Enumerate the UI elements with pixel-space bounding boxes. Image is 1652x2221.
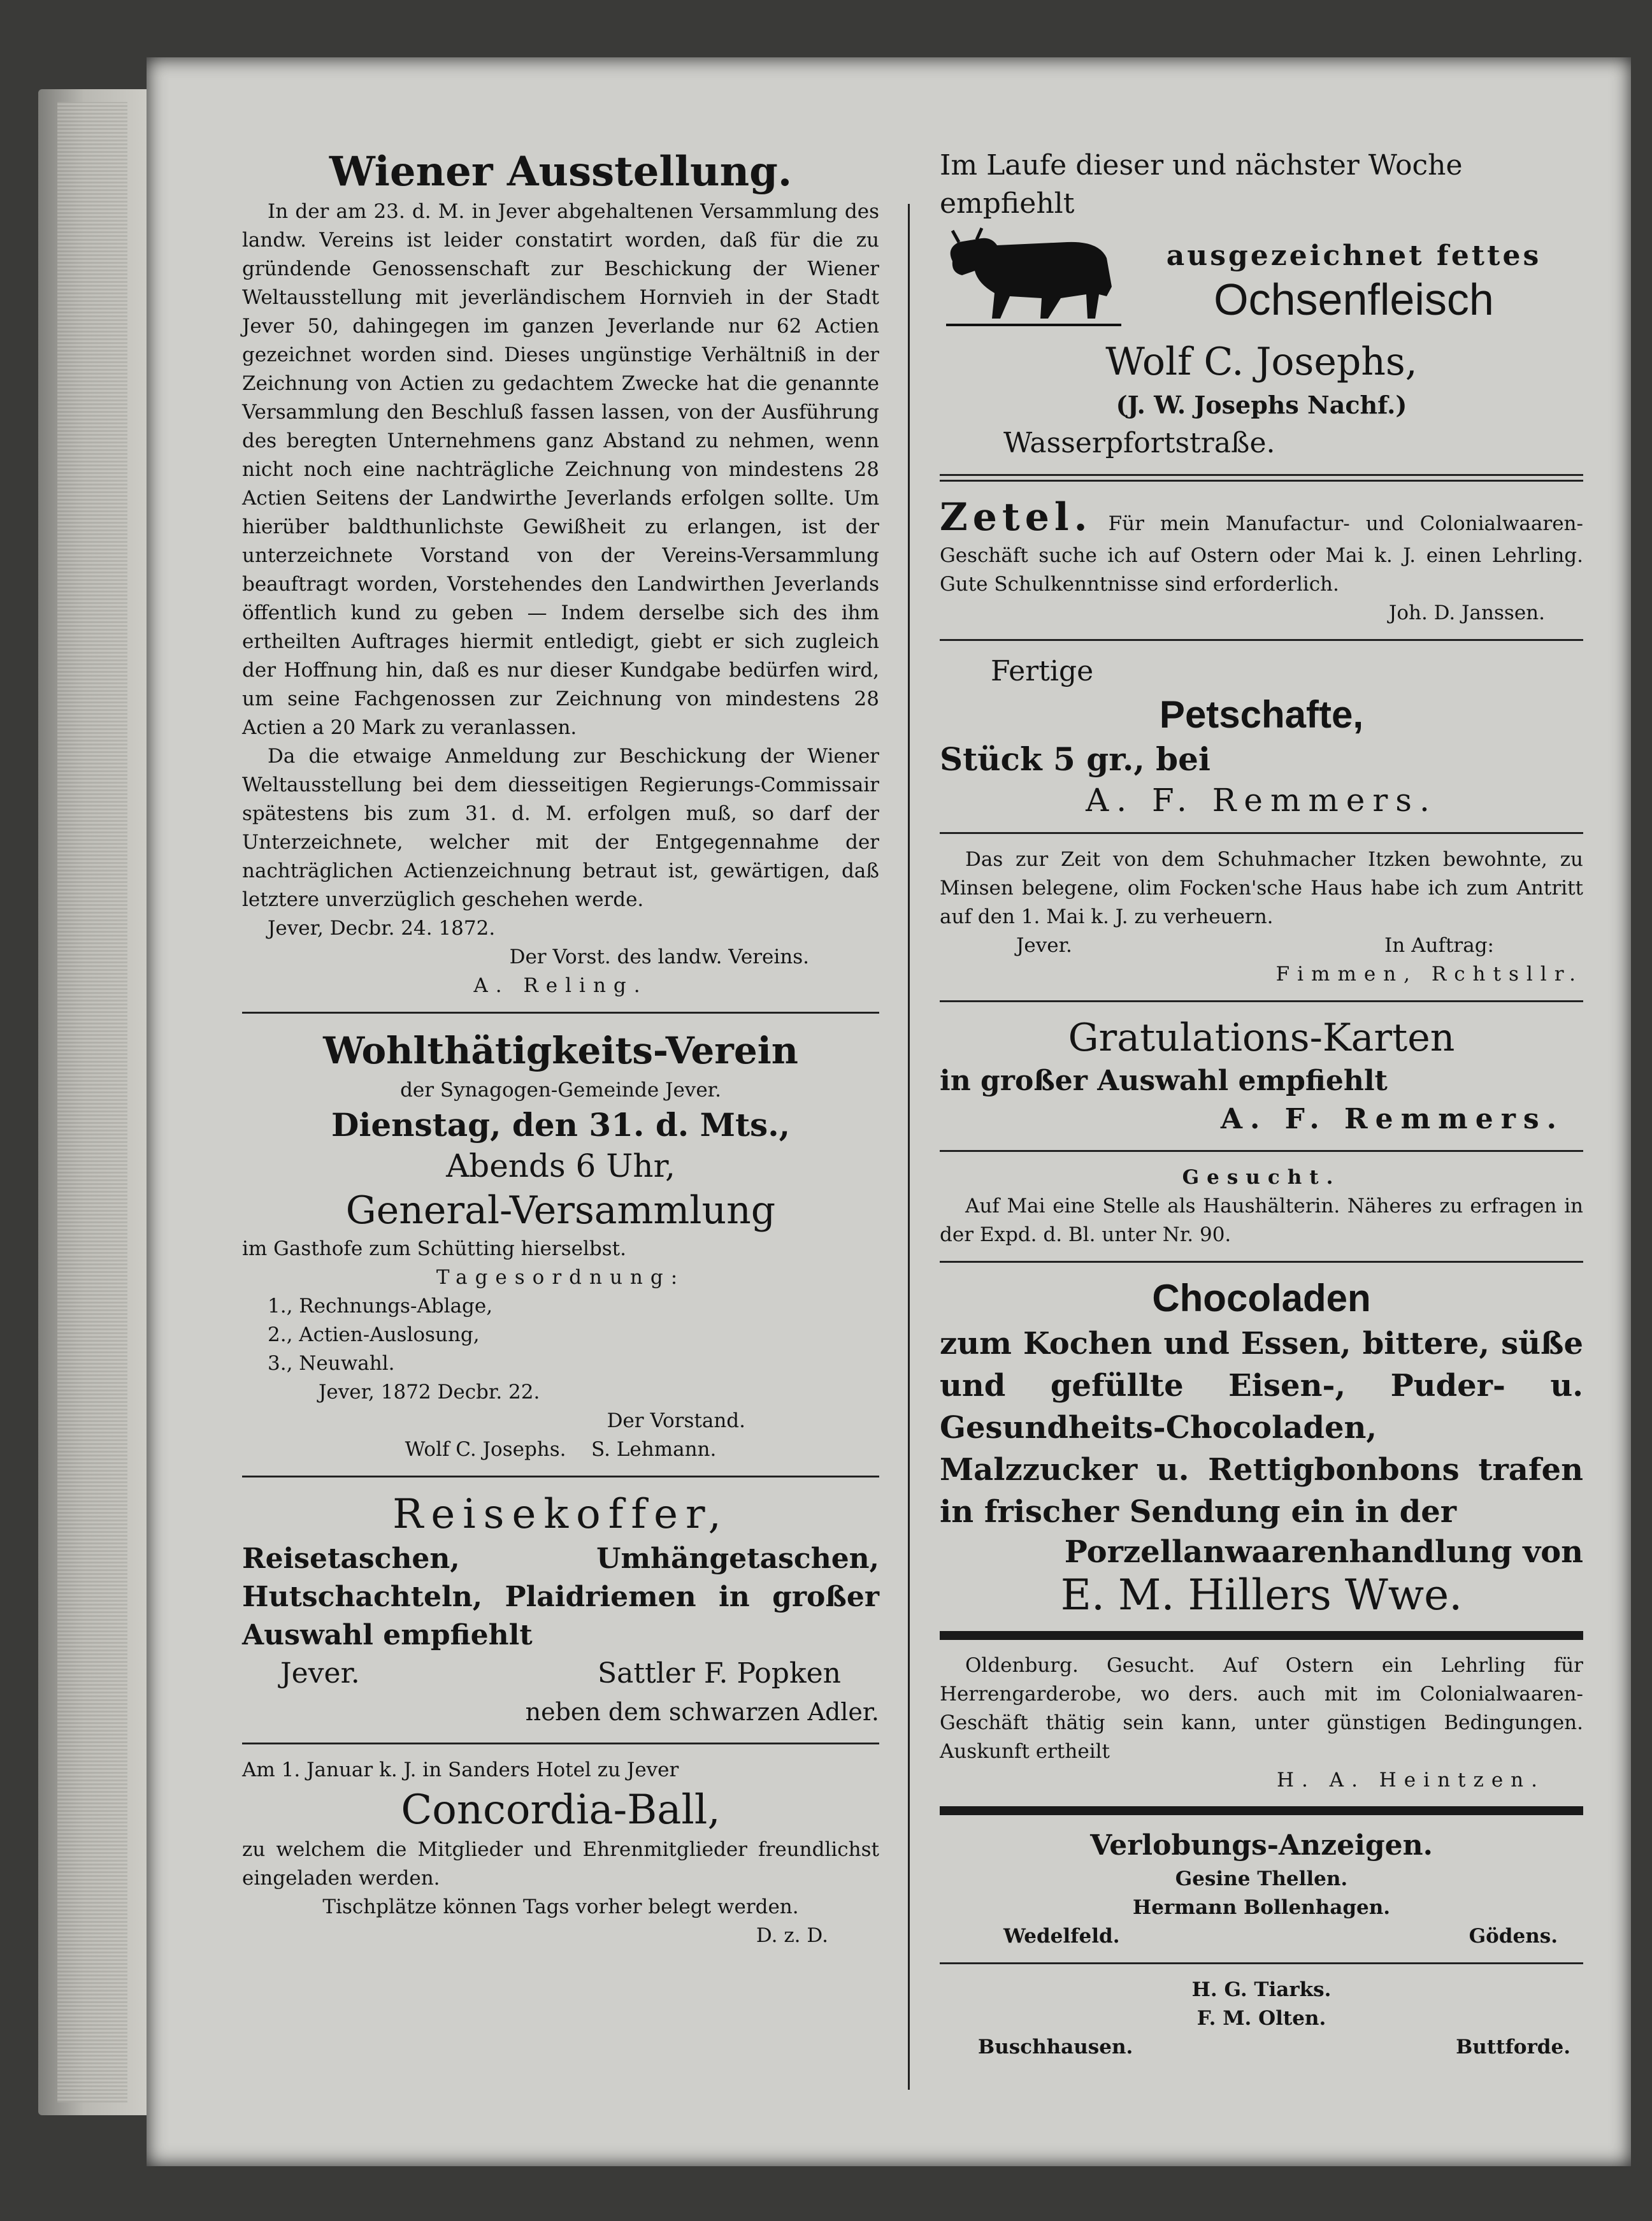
- reise-seller-row: [242, 1655, 879, 1693]
- oldb-body: Oldenburg. Gesucht. Auf Ostern ein Lehrling für Herrengarderobe, wo ders. auch mit im Colonialwaaren-Geschäft thätig sein kann, unter günstigen Bedingungen. Auskunft ertheilt: [940, 1654, 1583, 1763]
- ochsen-succ: (J. W. Josephs Nachf.): [1116, 391, 1407, 419]
- ad-gesucht: [940, 1163, 1583, 1249]
- ball-title: Concordia-Ball,: [401, 1786, 721, 1834]
- petsch-l1: Fertige: [991, 655, 1094, 687]
- grat-body: in großer Auswahl empfiehlt: [940, 1065, 1388, 1097]
- wiener-sign2: A. Reling.: [473, 974, 648, 997]
- rule: [940, 1962, 1583, 1964]
- rule: [940, 474, 1583, 482]
- column-divider: [908, 204, 910, 2090]
- grat-title: Gratulations-Karten: [1068, 1016, 1455, 1060]
- wohl-date: Dienstag, den 31. d. Mts.,: [331, 1106, 791, 1144]
- verl-n4: F. M. Olten.: [1196, 2007, 1326, 2030]
- ad-petschafte: [940, 652, 1583, 821]
- wiener-date: Jever, Decbr. 24. 1872.: [268, 917, 496, 940]
- wohl-agenda-2: 2., Actien-Auslosung,: [268, 1323, 480, 1346]
- gesucht-title: Gesucht.: [1182, 1166, 1341, 1189]
- ad-gratulation: [940, 1014, 1583, 1139]
- ochsen-line: ausgezeichnet fettes: [1166, 240, 1542, 272]
- rule: [242, 1743, 879, 1744]
- haus-row: [940, 931, 1583, 960]
- reise-addr: neben dem schwarzen Adler.: [525, 1698, 879, 1726]
- rule: [242, 1476, 879, 1477]
- rule-thick: [940, 1631, 1583, 1640]
- rule: [940, 639, 1583, 641]
- rule: [940, 1150, 1583, 1152]
- wohl-agenda-title: Tagesordnung:: [436, 1266, 686, 1289]
- ad-haus: [940, 845, 1583, 989]
- zetel-text: [940, 493, 1583, 599]
- rule: [940, 1000, 1583, 1002]
- verl-n1: Gesine Thellen.: [1175, 1867, 1348, 1890]
- verl-p1: Wedelfeld.: [1003, 1925, 1120, 1948]
- verl-places-2: [940, 2033, 1583, 2062]
- wohl-title: Wohlthätigkeits-Verein: [323, 1029, 798, 1072]
- wohl-sign-b: S. Lehmann.: [591, 1438, 717, 1461]
- rule: [242, 1012, 879, 1014]
- reise-place: Jever.: [280, 1657, 360, 1690]
- wohl-dateline: Jever, 1872 Decbr. 22.: [319, 1381, 540, 1404]
- verl-places-1: [940, 1922, 1583, 1951]
- ox-icon: [940, 223, 1124, 338]
- zetel-place: Zetel.: [940, 495, 1093, 540]
- ball-intro: Am 1. Januar k. J. in Sanders Hotel zu Jever: [242, 1758, 679, 1781]
- ochsen-row: [940, 223, 1583, 338]
- wohl-event: General-Versammlung: [345, 1188, 776, 1233]
- rule: [940, 1261, 1583, 1263]
- ball-sign: D. z. D.: [756, 1924, 828, 1947]
- verl-p2: Gödens.: [1469, 1925, 1558, 1948]
- choco-shop: Porzellanwaarenhandlung von: [1064, 1534, 1583, 1570]
- reise-body: Reisetaschen, Umhängetaschen, Hutschachteln, Plaidriemen in großer Auswahl empfiehlt: [242, 1542, 879, 1651]
- wohl-sub: der Synagogen-Gemeinde Jever.: [400, 1079, 721, 1102]
- newspaper-page: [147, 57, 1631, 2166]
- ad-verlobung: [940, 1827, 1583, 2062]
- wohl-sign-a: Wolf C. Josephs.: [405, 1438, 566, 1461]
- reise-title: Reisekoffer,: [392, 1491, 729, 1538]
- petsch-l2: Petschafte,: [1159, 693, 1364, 736]
- haus-auftrag: In Auftrag:: [1384, 934, 1494, 957]
- wiener-body: In der am 23. d. M. in Jever abgehaltenen Versammlung des landw. Vereins ist leider constatirt worden, daß für die zu gründende Genossenschaft zur Beschickung der Wiener Weltausstellung mit jeverländischem Hornvieh in der Stadt Jever 50, dahingegen im ganzen Jeverlande nur 62 Actien gezeichnet worden sind. Dieses ungünstige Verhältniß in der Zeichnung von Actien zu gedachtem Zwecke hat die genannte Versammlung den Beschluß fassen lassen, von der Ausführung des beregten Unternehmens ganz Abstand zu nehmen, wenn nicht noch eine nachträgliche Zeichnung von mindestens 28 Actien Seitens der Landwirthe Jeverlands erfolgen sollte. Um hierüber baldthunlichste Gewißheit zu erlangen, ist der unterzeichnete Vorstand von der Vereins-Versammlung beauftragt worden, Vorstehendes den Landwirthen Jeverlands öffentlich kund zu geben — Indem derselbe sich des ihm ertheilten Auftrages hiermit entledigt, giebt er sich zugleich der Hoffnung hin, daß es nur dieser Kundgabe bedürfen wird, um seine Fachgenossen zur Zeichnung von mindestens 28 Actien a 20 Mark zu veranlassen.: [242, 200, 879, 739]
- ad-concordia: [242, 1756, 879, 1950]
- wohl-signatures: [242, 1435, 879, 1464]
- wiener-title: Wiener Ausstellung.: [329, 148, 793, 196]
- wohl-agenda-1: 1., Rechnungs-Ablage,: [268, 1295, 493, 1318]
- rule: [940, 832, 1583, 834]
- verl-title: Verlobungs-Anzeigen.: [1090, 1829, 1433, 1862]
- choco-body: zum Kochen und Essen, bittere, süße und gefüllte Eisen-, Puder- u. Gesundheits-Chocoladen, Malzzucker u. Rettigbonbons trafen in frischer Sendung ein in der: [940, 1326, 1583, 1530]
- ochsen-intro: Im Laufe dieser und nächster Woche empfiehlt: [940, 149, 1463, 220]
- grat-sign: A. F. Remmers.: [1220, 1103, 1564, 1135]
- ochsen-product: Ochsenfleisch: [1214, 275, 1494, 324]
- oldb-sign: H. A. Heintzen.: [1276, 1769, 1545, 1792]
- haus-place: Jever.: [1016, 934, 1072, 957]
- right-column: [940, 147, 1583, 2062]
- verl-n2: Hermann Bollenhagen.: [1132, 1896, 1391, 1919]
- rule-thick: [940, 1806, 1583, 1815]
- ad-reisekoffer: [242, 1489, 879, 1731]
- ochsen-seller: Wolf C. Josephs,: [1105, 340, 1418, 384]
- book-edge: [38, 89, 153, 2115]
- ochsen-street: Wasserpfortstraße.: [1003, 427, 1275, 459]
- ball-note: Tischplätze können Tags vorher belegt werden.: [322, 1895, 799, 1918]
- choco-sign: E. M. Hillers Wwe.: [1060, 1571, 1463, 1620]
- petsch-sign: A. F. Remmers.: [1086, 782, 1437, 819]
- wiener-body2: Da die etwaige Anmeldung zur Beschickung der Wiener Weltausstellung bei dem diesseitigen Regierungs-Commissair spätestens bis zum 31. d. M. erfolgen muß, so darf der Unterzeichnete, welcher mit der Entgegennahme der nachträglichen Actienzeichnung betraut ist, gewärtigen, daß letztere unverzüglich geschehen werde.: [242, 745, 879, 911]
- left-column: [242, 147, 879, 1950]
- wiener-sign1: Der Vorst. des landw. Vereins.: [509, 945, 809, 968]
- choco-title: Chocoladen: [1152, 1277, 1371, 1319]
- ad-oldenburg: [940, 1651, 1583, 1795]
- wohl-place: im Gasthofe zum Schütting hierselbst.: [242, 1237, 626, 1260]
- petsch-l3: Stück 5 gr., bei: [940, 740, 1210, 778]
- verl-p4: Buttforde.: [1456, 2036, 1570, 2059]
- haus-body: Das zur Zeit von dem Schuhmacher Itzken bewohnte, zu Minsen belegene, olim Focken'sche Haus habe ich zum Antritt auf den 1. Mai k. J. zu verheuern.: [940, 848, 1583, 928]
- ad-wohltaetigkeit: [242, 1025, 879, 1464]
- zetel-sign: Joh. D. Janssen.: [1388, 601, 1545, 624]
- verl-n3: H. G. Tiarks.: [1191, 1978, 1332, 2001]
- reise-seller: Sattler F. Popken: [597, 1657, 841, 1690]
- zetel-body: Für mein Manufactur- und Colonialwaaren-Geschäft suche ich auf Ostern oder Mai k. J. einen Lehrling. Gute Schulkenntnisse sind erforderlich.: [940, 512, 1583, 596]
- gesucht-body: Auf Mai eine Stelle als Haushälterin. Näheres zu erfragen in der Expd. d. Bl. unter Nr. 90.: [940, 1195, 1583, 1246]
- ad-zetel: [940, 493, 1583, 628]
- wohl-time: Abends 6 Uhr,: [446, 1147, 675, 1184]
- wohl-board: Der Vorstand.: [607, 1409, 745, 1432]
- verl-p3: Buschhausen.: [978, 2036, 1133, 2059]
- haus-sign: Fimmen, Rchtsllr.: [1275, 963, 1583, 986]
- ochsen-text: [1124, 237, 1583, 324]
- ad-ochsenfleisch: [940, 147, 1583, 463]
- wohl-agenda-3: 3., Neuwahl.: [268, 1352, 395, 1375]
- ball-body: zu welchem die Mitglieder und Ehrenmitglieder freundlichst eingeladen werden.: [242, 1838, 879, 1890]
- ad-chocoladen: [940, 1274, 1583, 1620]
- ad-wiener: [242, 147, 879, 1000]
